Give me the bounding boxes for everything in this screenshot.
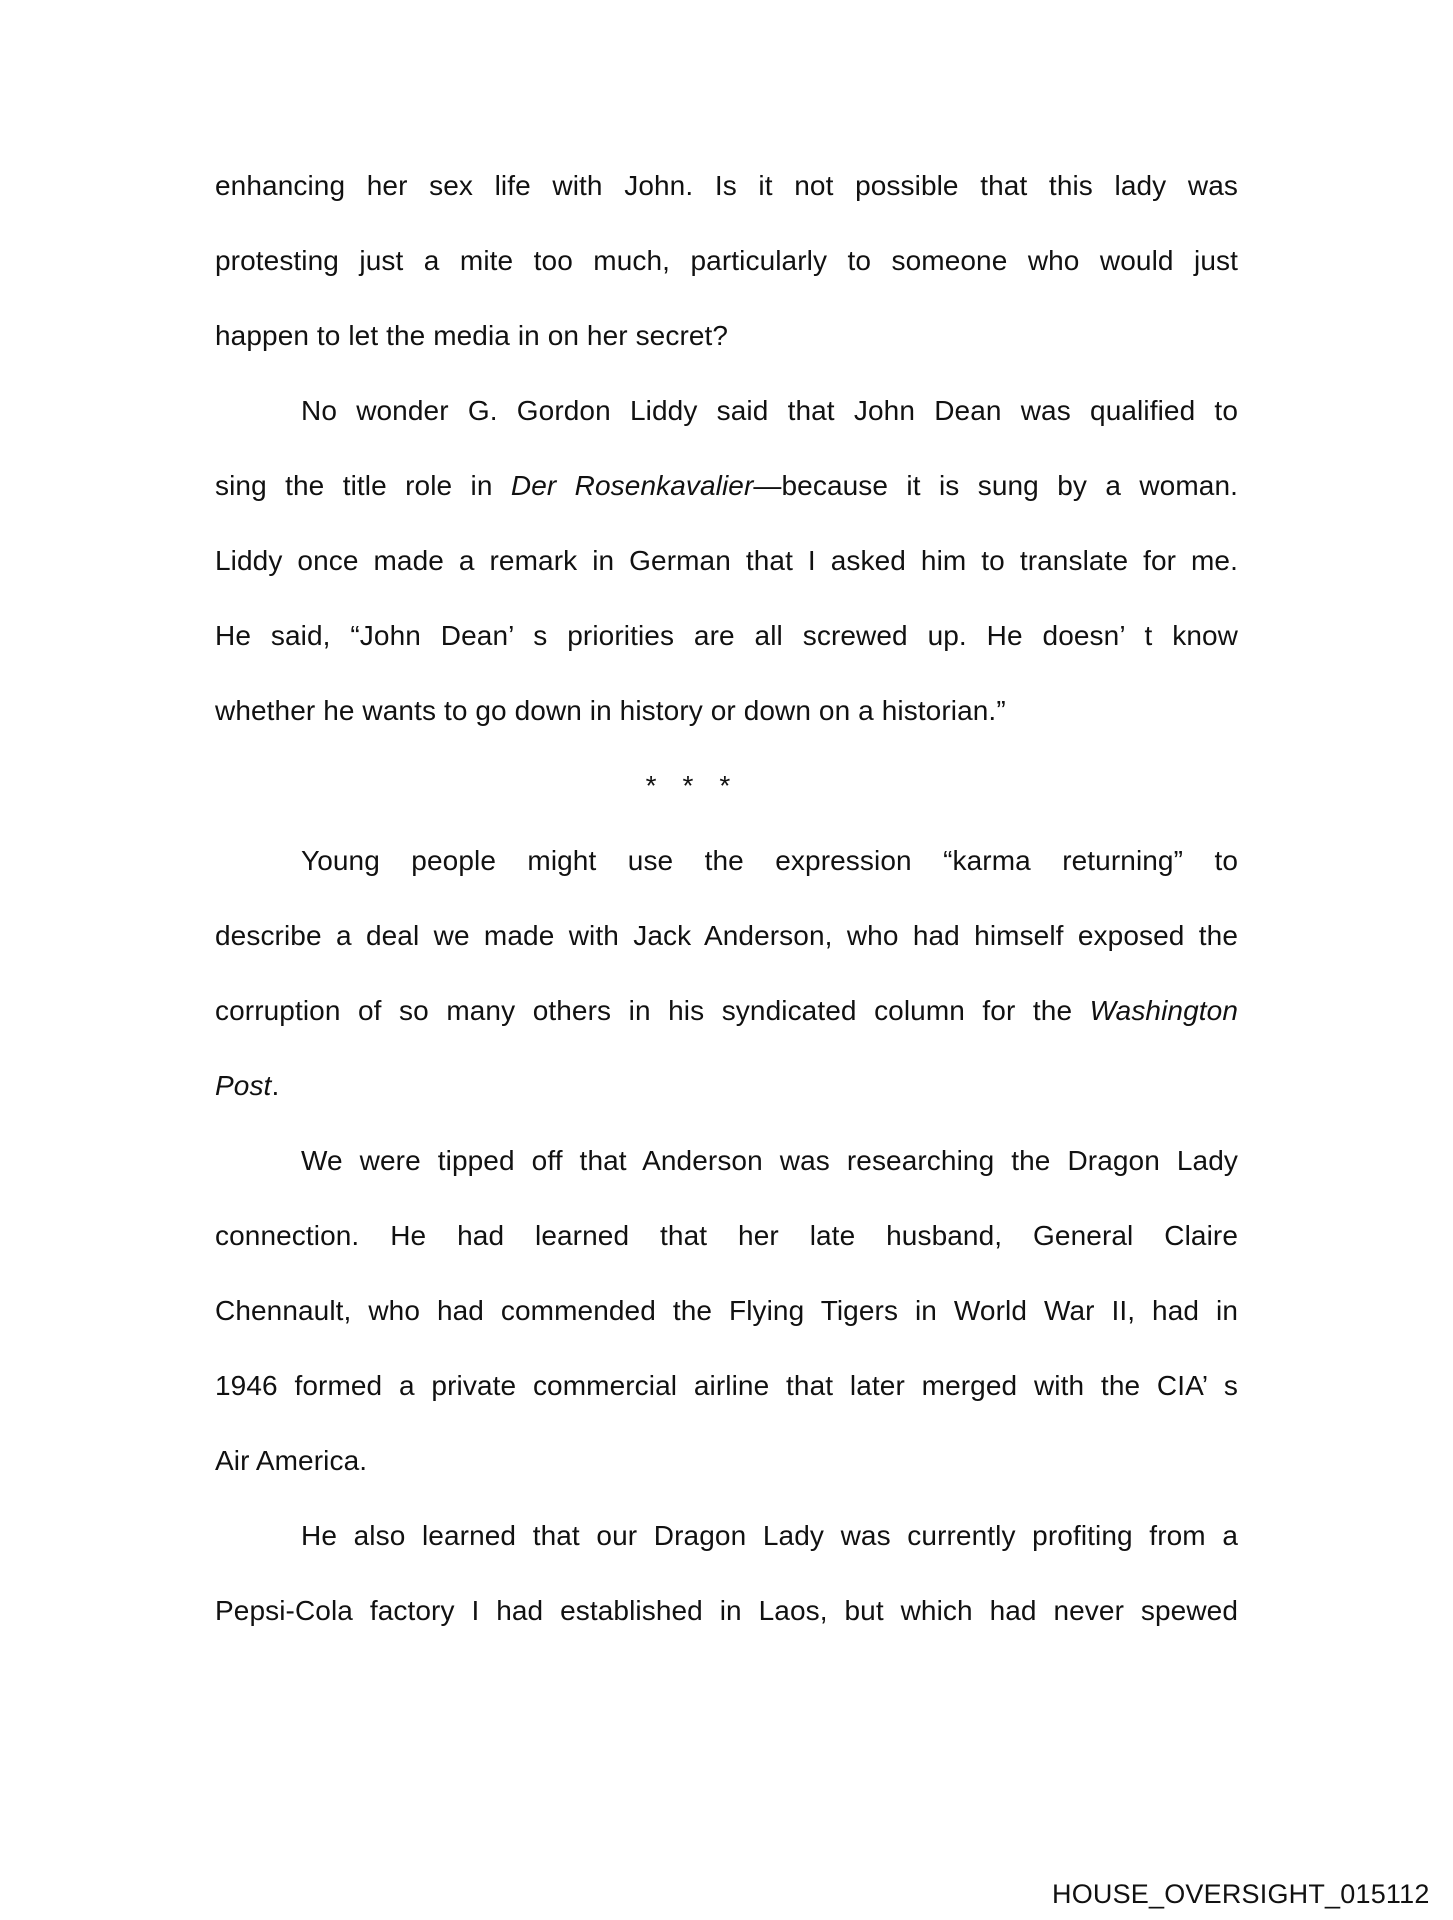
- text-line: We were tipped off that Anderson was researching the Dragon Lady: [301, 1145, 1238, 1176]
- newspaper-title: Washington: [1089, 995, 1238, 1026]
- text-line: connection. He had learned that her late husband, General Claire: [215, 1220, 1238, 1251]
- paragraph-anderson: [215, 1123, 1238, 1498]
- paragraph-liddy: [215, 373, 1238, 748]
- text-line: Chennault, who had commended the Flying Tigers in World War II, had in: [215, 1295, 1238, 1326]
- newspaper-title: Post: [215, 1070, 272, 1101]
- text-line: protesting just a mite too much, particularly to someone who would just: [215, 245, 1238, 276]
- text-line: No wonder G. Gordon Liddy said that John Dean was qualified to: [301, 395, 1238, 426]
- body-text: [215, 148, 1238, 1648]
- text-line: [215, 448, 1238, 523]
- section-break: [215, 748, 1238, 823]
- paragraph-pepsi: [215, 1498, 1238, 1648]
- text-line: Liddy once made a remark in German that I asked him to translate for me.: [215, 545, 1238, 576]
- text-line: Air America.: [215, 1445, 368, 1476]
- text-segment: .: [271, 1070, 280, 1101]
- text-line: [215, 1048, 1238, 1123]
- section-break-asterisks: * * *: [645, 770, 731, 801]
- text-segment: corruption of so many others in his syndicated column for the: [215, 995, 1090, 1026]
- text-line: He said, “John Dean’ s priorities are all screwed up. He doesn’ t know: [215, 620, 1238, 651]
- text-line: He also learned that our Dragon Lady was currently profiting from a: [301, 1520, 1238, 1551]
- text-line: Young people might use the expression “karma returning” to: [301, 845, 1238, 876]
- text-segment: —because it is sung by a woman.: [753, 470, 1238, 501]
- text-line: enhancing her sex life with John. Is it not possible that this lady was: [215, 170, 1238, 201]
- bates-stamp: HOUSE_OVERSIGHT_015112: [1052, 1879, 1430, 1909]
- text-line: 1946 formed a private commercial airline that later merged with the CIA’ s: [215, 1370, 1238, 1401]
- text-line: Pepsi-Cola factory I had established in Laos, but which had never spewed: [215, 1595, 1238, 1626]
- paragraph-continuation: [215, 148, 1238, 373]
- paragraph-karma: [215, 823, 1238, 1123]
- text-line: [215, 973, 1238, 1048]
- opera-title: Der Rosenkavalier: [510, 470, 754, 501]
- text-line: whether he wants to go down in history or down on a historian.”: [215, 695, 1006, 726]
- text-line: describe a deal we made with Jack Anderson, who had himself exposed the: [215, 920, 1238, 951]
- text-line: happen to let the media in on her secret?: [215, 320, 729, 351]
- text-segment: sing the title role in: [215, 470, 511, 501]
